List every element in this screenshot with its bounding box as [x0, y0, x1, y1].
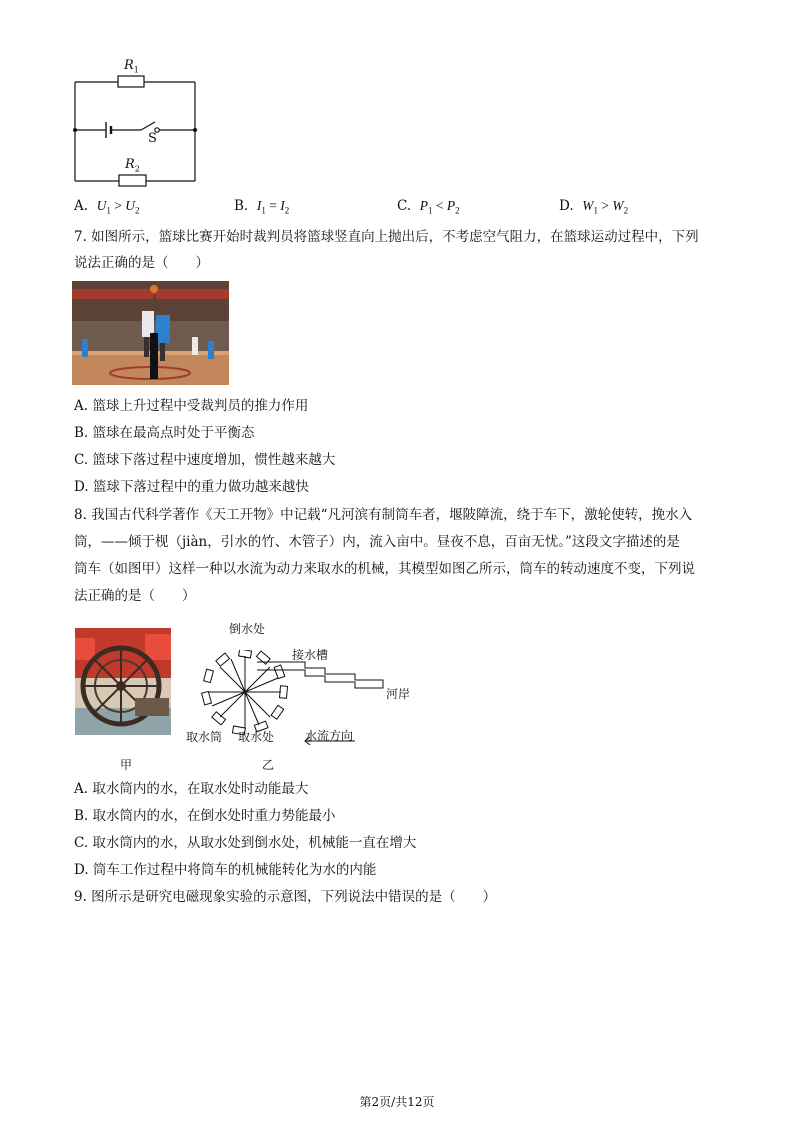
q7-stem-line2: 说法正确的是（ ） — [74, 255, 209, 271]
q7-option-d: D. 篮球下落过程中的重力做功越来越快 — [74, 479, 309, 495]
r1-label: $R_1$ — [124, 58, 139, 75]
q8-option-b: B. 取水筒内的水，在倒水处时重力势能最小 — [74, 808, 336, 824]
label-jia: 甲 — [120, 758, 133, 772]
q9-stem-line1: 9. 图所示是研究电磁现象实验的示意图，下列说法中错误的是（ ） — [74, 889, 497, 905]
label-flow: 水流方向 — [305, 729, 354, 743]
q7-option-b: B. 篮球在最高点时处于平衡态 — [74, 425, 255, 441]
label-take: 取水处 — [238, 730, 275, 744]
q6-options — [74, 198, 714, 220]
q8-stem-line2: 筒，——倾于枧（jiàn，引水的竹、木管子）内，流入亩中。昼夜不息，百亩无忧。”这段文字描述的是 — [74, 534, 680, 550]
resistor-r2 — [119, 175, 146, 186]
waterwheel-photo — [75, 628, 171, 735]
label-yi: 乙 — [262, 758, 275, 772]
q6-option-c: C. $P_1 < P_2$ — [397, 198, 460, 216]
q8-option-a: A. 取水筒内的水，在取水处时动能最大 — [74, 781, 309, 797]
q7-stem-line1: 7. 如图所示，篮球比赛开始时裁判员将篮球竖直向上抛出后，不考虑空气阻力，在篮球运动过程中，下列 — [74, 229, 699, 245]
q7-option-c: C. 篮球下落过程中速度增加，惯性越来越大 — [74, 452, 336, 468]
label-bank: 河岸 — [386, 687, 411, 701]
q8-stem-line4: 法正确的是（ ） — [74, 588, 196, 604]
label-bucket: 取水筒 — [186, 730, 223, 744]
q8-option-d: D. 筒车工作过程中将筒车的机械能转化为水的内能 — [74, 862, 377, 878]
q6-option-b: B. $I_1 = I_2$ — [234, 198, 290, 216]
q8-stem-line3: 筒车（如图甲）这样一种以水流为动力来取水的机械，其模型如图乙所示，筒车的转动速度不变，下列说 — [74, 561, 695, 577]
q8-stem-line1: 8. 我国古代科学著作《天工开物》中记载“凡河滨有制筒车者，堰陂障流，绕于车下，激轮使转，挽水入 — [74, 507, 693, 523]
page-footer: 第2页/共12页 — [359, 1095, 435, 1109]
q6-option-a: A. $U_1 > U_2$ — [74, 198, 140, 216]
basketball-photo — [72, 281, 229, 385]
q7-option-a: A. 篮球上升过程中受裁判员的推力作用 — [74, 398, 309, 414]
r2-label: $R_2$ — [125, 157, 140, 174]
q8-option-c: C. 取水筒内的水，从取水处到倒水处，机械能一直在增大 — [74, 835, 417, 851]
label-pour: 倒水处 — [229, 622, 266, 636]
resistor-r1 — [118, 76, 144, 87]
switch-label: S — [148, 131, 157, 146]
label-trough: 接水槽 — [292, 648, 329, 662]
q6-option-d: D. $W_1 > W_2$ — [559, 198, 629, 216]
